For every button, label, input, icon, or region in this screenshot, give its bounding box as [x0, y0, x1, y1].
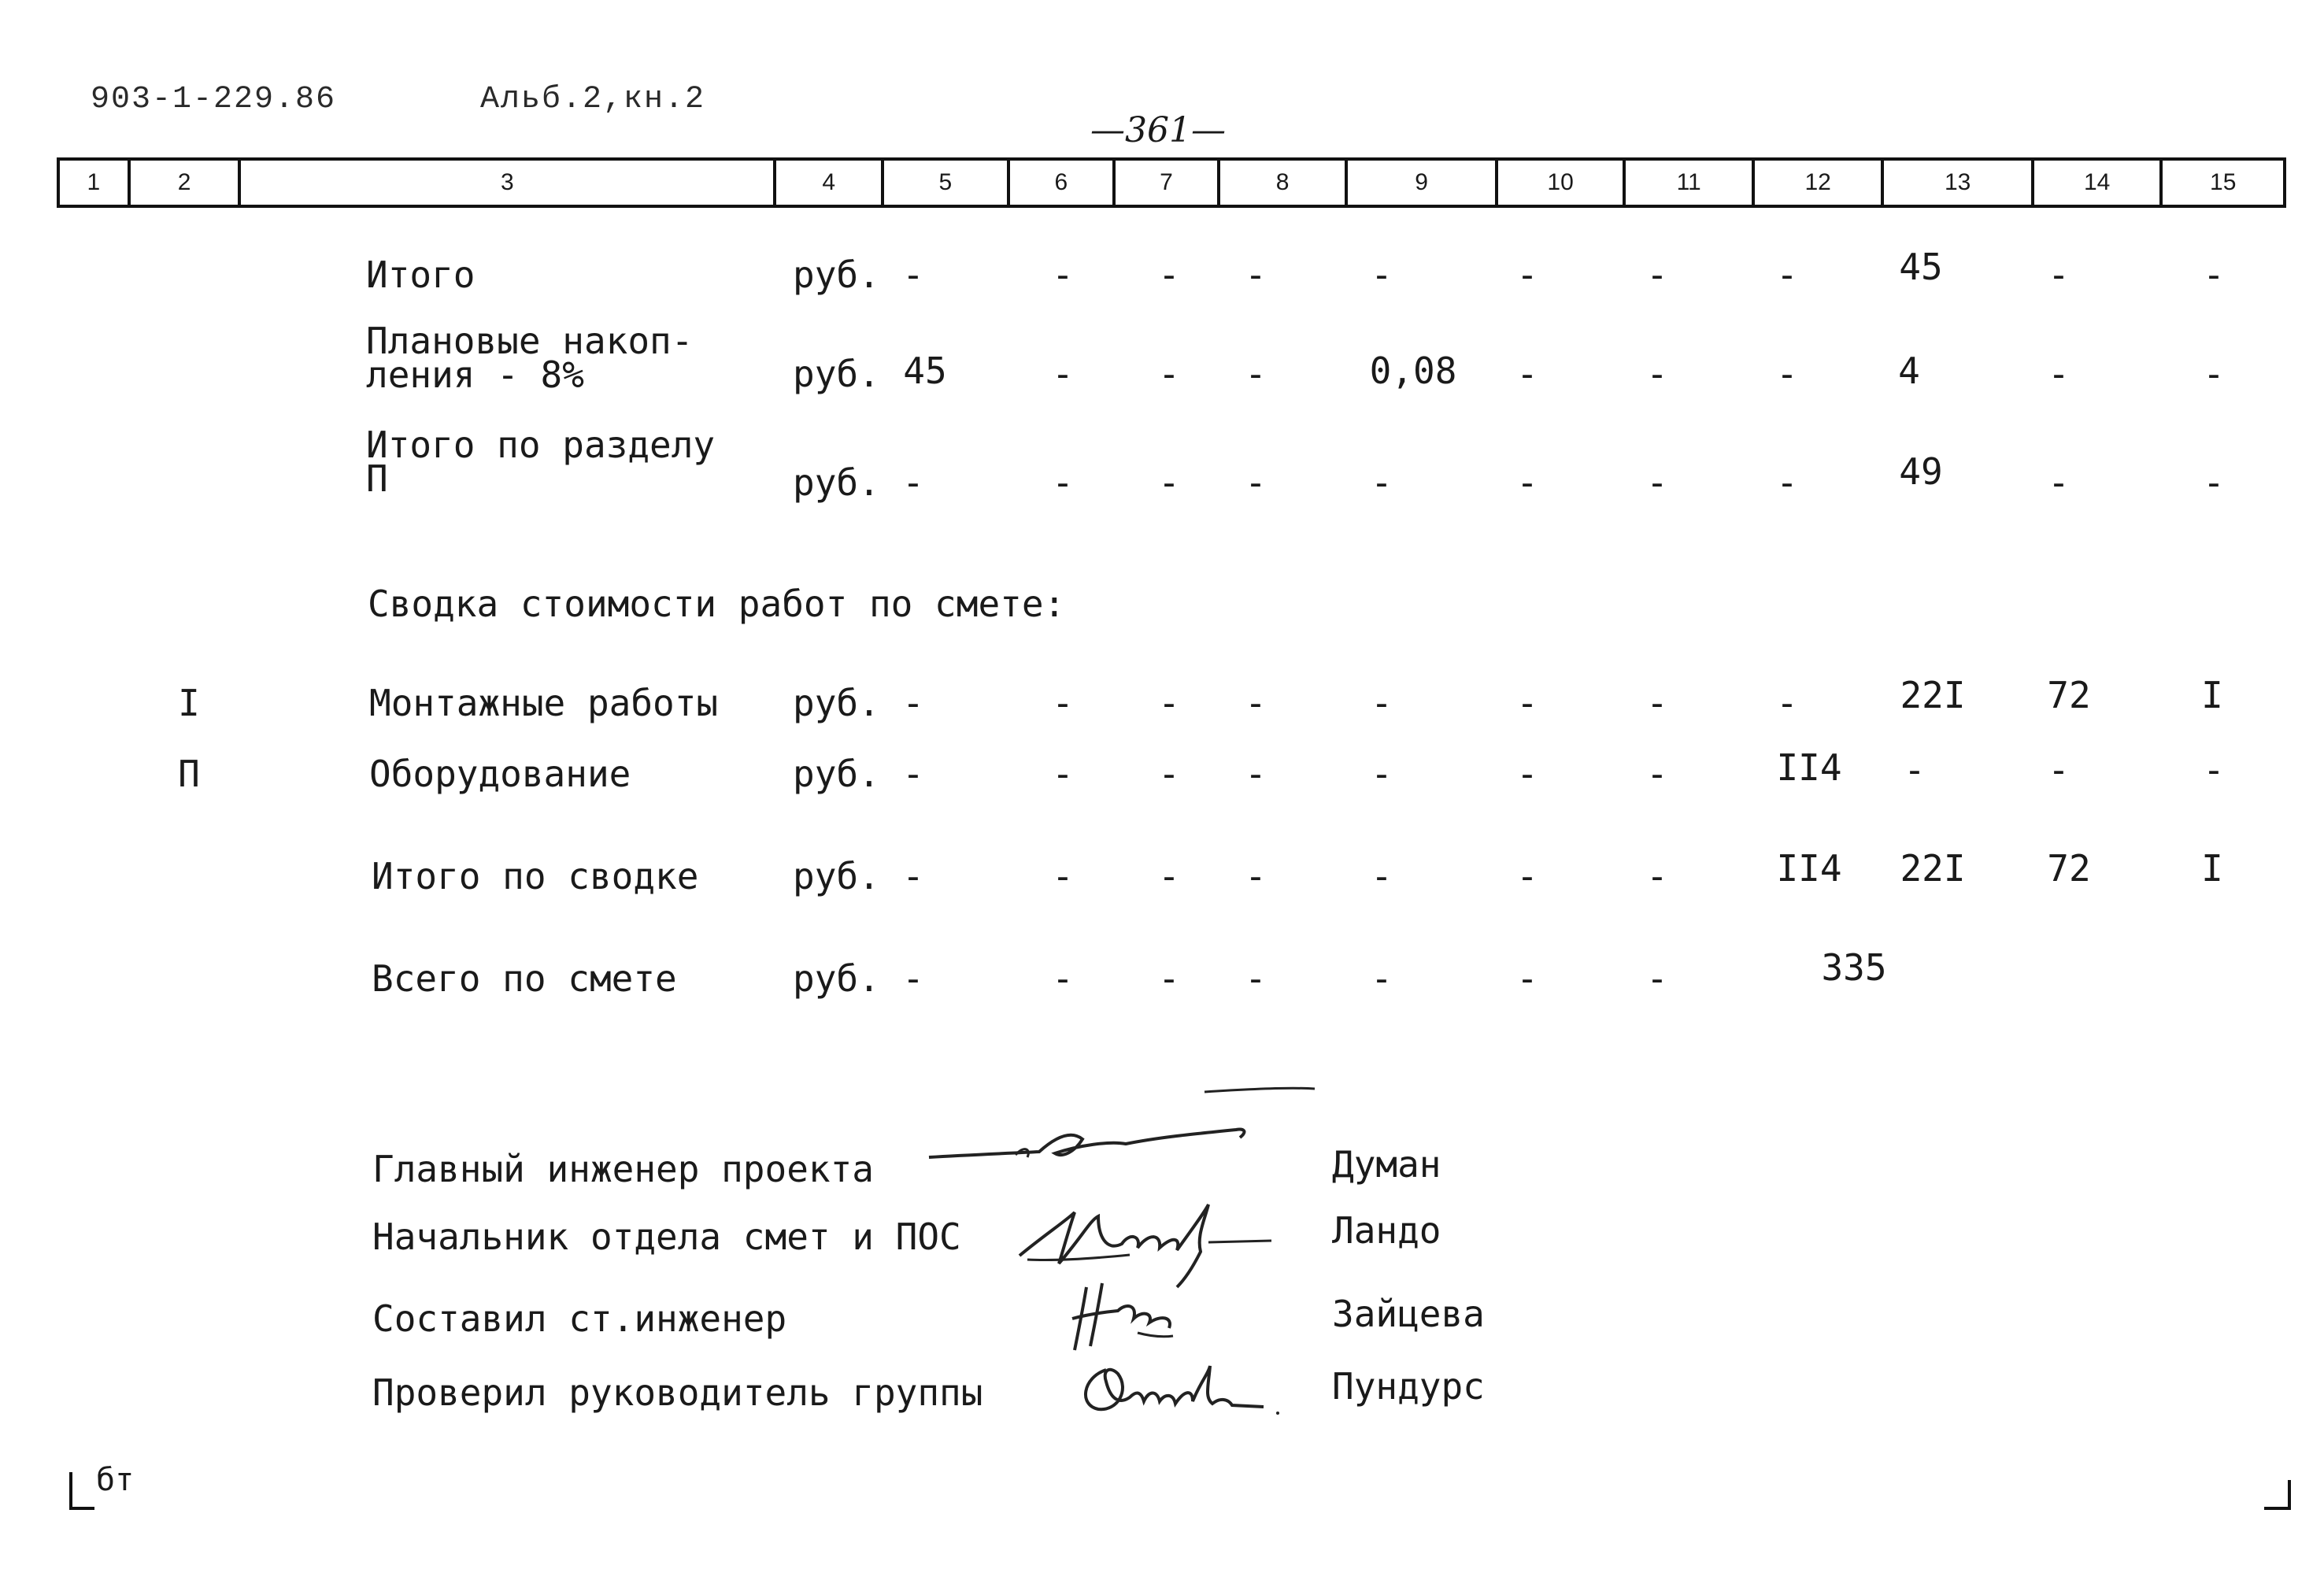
column-number: 10 [1498, 161, 1626, 205]
cell-col6: - [1052, 682, 1074, 724]
cell-col9: - [1371, 957, 1393, 1000]
cell-col14: 72 [2047, 847, 2091, 890]
row-label-line1: Плановые накоп- [366, 320, 694, 362]
cell-col7: - [1158, 461, 1180, 504]
cell-col12: - [1776, 682, 1798, 724]
cell-col13: 45 [1899, 246, 1943, 288]
cell-col11: - [1646, 957, 1668, 1000]
column-number: 4 [776, 161, 884, 205]
cell-col11: - [1646, 461, 1668, 504]
cell-col13: 49 [1899, 450, 1943, 493]
cell-col5: 45 [903, 350, 947, 392]
corner-mark-bottom-left [69, 1472, 94, 1510]
cell-col7: - [1158, 957, 1180, 1000]
column-number: 1 [60, 161, 131, 205]
cell-col15: I [2201, 674, 2223, 716]
unit: руб. [793, 461, 880, 504]
cell-col7: - [1158, 253, 1180, 296]
cell-col11: - [1646, 682, 1668, 724]
cell-col9: - [1371, 461, 1393, 504]
row-label: Итого [366, 253, 476, 296]
signatory-role: Главный инженер проекта [372, 1148, 874, 1190]
cell-col10: - [1516, 957, 1538, 1000]
cell-col6: - [1052, 957, 1074, 1000]
cell-col13: 22I [1900, 674, 1966, 716]
cell-col10: - [1516, 855, 1538, 897]
cell-col15: - [2203, 253, 2225, 296]
cell-col14: 72 [2047, 674, 2091, 716]
cell-col10: - [1516, 753, 1538, 795]
signatory-name: Зайцева [1332, 1293, 1485, 1335]
sheet-mark: бт [96, 1462, 135, 1498]
column-number: 2 [131, 161, 242, 205]
signatory-role: Начальник отдела смет и ПОС [372, 1216, 961, 1258]
cell-col7: - [1158, 753, 1180, 795]
cell-col12: - [1776, 253, 1798, 296]
handwritten-signature [921, 1082, 1330, 1177]
cell-col14: - [2048, 353, 2070, 395]
cell-col6: - [1052, 855, 1074, 897]
cell-col15: - [2203, 749, 2225, 791]
cell-col13: 4 [1898, 350, 1920, 392]
page-number: —361— [1090, 110, 1226, 150]
column-number: 6 [1010, 161, 1116, 205]
cell-col9: 0,08 [1369, 350, 1457, 392]
cell-col14: - [2048, 461, 2070, 504]
cell-col8: - [1245, 253, 1267, 296]
cell-col7: - [1158, 353, 1180, 395]
section-number: I [178, 682, 200, 724]
cell-col5: - [902, 957, 924, 1000]
cell-col10: - [1516, 682, 1538, 724]
cell-col14: - [2048, 749, 2070, 791]
document-code: 903-1-229.86 [91, 82, 337, 117]
column-number: 9 [1348, 161, 1497, 205]
cell-col8: - [1245, 753, 1267, 795]
cell-col5: - [902, 855, 924, 897]
unit: руб. [793, 957, 880, 1000]
column-number: 15 [2210, 169, 2237, 195]
cell-col10: - [1516, 353, 1538, 395]
cell-col8: - [1245, 682, 1267, 724]
cell-col11: - [1646, 855, 1668, 897]
column-number: 12 [1755, 161, 1885, 205]
row-label: Оборудование [369, 753, 631, 795]
cell-col7: - [1158, 855, 1180, 897]
cell-col13: - [1904, 749, 1926, 791]
cell-col10: - [1516, 253, 1538, 296]
row-label-line1: Итого по разделу [366, 424, 716, 466]
handwritten-signature [1063, 1271, 1220, 1358]
grand-total: 335 [1821, 946, 1887, 989]
unit: руб. [793, 855, 880, 897]
column-number: 7 [1116, 161, 1220, 205]
cell-col15: - [2203, 461, 2225, 504]
cell-col15: - [2203, 353, 2225, 395]
unit: руб. [793, 753, 880, 795]
cell-col8: - [1245, 461, 1267, 504]
signatory-name: Ландо [1332, 1209, 1441, 1252]
cell-col12: II4 [1776, 847, 1842, 890]
row-label: Всего по смете [372, 957, 677, 1000]
column-number: 8 [1220, 161, 1349, 205]
row-label: Итого по сводке [372, 855, 699, 897]
column-number: 5 [884, 161, 1010, 205]
cell-col8: - [1245, 957, 1267, 1000]
row-label-line2: ления - 8% [366, 353, 584, 396]
cell-col6: - [1052, 753, 1074, 795]
signatory-role: Составил ст.инженер [372, 1297, 787, 1340]
unit: руб. [793, 253, 880, 296]
cell-col6: - [1052, 253, 1074, 296]
cell-col9: - [1371, 753, 1393, 795]
column-number: 3 [241, 161, 776, 205]
signatory-name: Думан [1332, 1143, 1441, 1186]
cell-col6: - [1052, 353, 1074, 395]
handwritten-signature [1075, 1350, 1295, 1429]
cell-col5: - [902, 753, 924, 795]
column-number-row [57, 157, 2286, 208]
signatory-name: Пундурс [1332, 1365, 1485, 1408]
column-number: 13 [1884, 161, 2034, 205]
row-label: Монтажные работы [369, 682, 719, 724]
cell-col9: - [1371, 682, 1393, 724]
row-label-line2: П [366, 457, 388, 500]
section-number: П [178, 753, 200, 795]
cell-col11: - [1646, 353, 1668, 395]
unit: руб. [793, 682, 880, 724]
corner-mark-bottom-right [2264, 1480, 2291, 1510]
cell-col14: - [2048, 253, 2070, 296]
cell-col5: - [902, 253, 924, 296]
signatory-role: Проверил руководитель группы [372, 1371, 983, 1414]
cell-col12: II4 [1776, 746, 1842, 789]
cell-col9: - [1371, 855, 1393, 897]
cell-col8: - [1245, 855, 1267, 897]
cell-col5: - [902, 682, 924, 724]
column-number: 11 [1626, 161, 1755, 205]
cell-col6: - [1052, 461, 1074, 504]
cell-col12: - [1776, 461, 1798, 504]
unit: руб. [793, 353, 880, 395]
cell-col7: - [1158, 682, 1180, 724]
column-number: 14 [2034, 161, 2163, 205]
cell-col15: I [2201, 847, 2223, 890]
cell-col5: - [902, 461, 924, 504]
cell-col13: 22I [1900, 847, 1966, 890]
cell-col10: - [1516, 461, 1538, 504]
cell-col11: - [1646, 253, 1668, 296]
cell-col11: - [1646, 753, 1668, 795]
cell-col9: - [1371, 253, 1393, 296]
cell-col12: - [1776, 353, 1798, 395]
summary-heading: Сводка стоимости работ по смете: [368, 583, 1066, 625]
cell-col8: - [1245, 353, 1267, 395]
album-reference: Альб.2,кн.2 [480, 82, 706, 117]
